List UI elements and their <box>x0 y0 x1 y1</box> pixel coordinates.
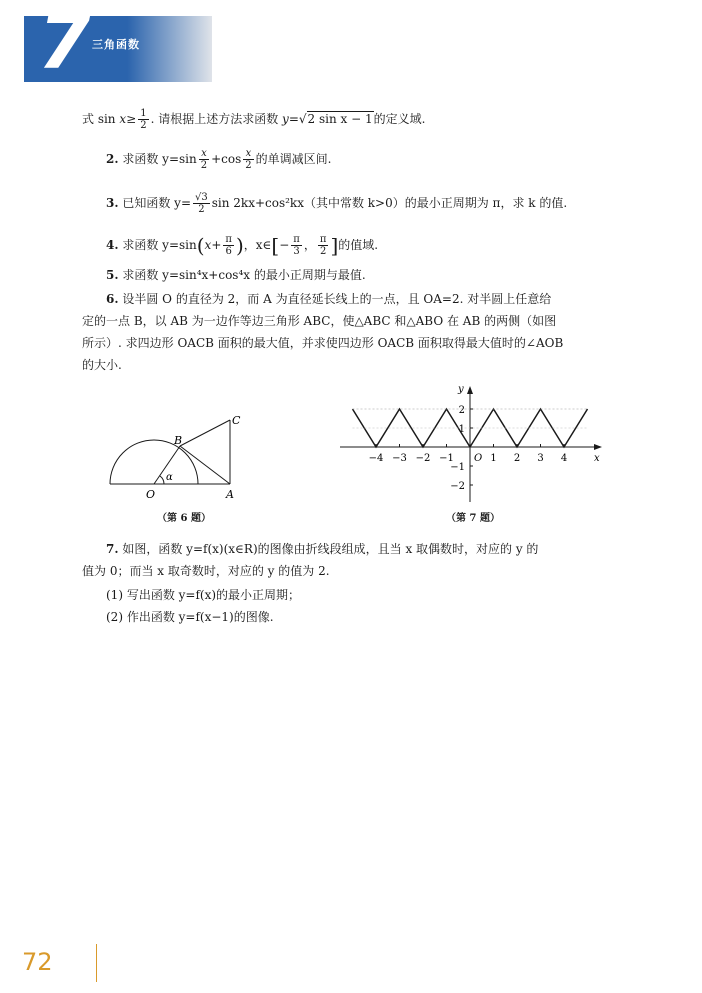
x-tick-label: 2 <box>513 453 521 464</box>
y-tick-label: −1 <box>450 462 465 473</box>
q3-frac-den: 2 <box>198 204 205 215</box>
q3-post: sin 2kx+cos²kx（其中常数 k>0）的最小正周期为 π，求 k 的值. <box>211 196 568 210</box>
q2-number: 2. <box>106 152 119 166</box>
angle-arc <box>160 476 164 484</box>
x-tick-label: −1 <box>439 453 454 464</box>
question-6-line-3: 所示）. 求四边形 OACB 面积的最大值，并求使四边形 OACB 面积取得最大值时的∠AOB <box>82 336 564 350</box>
q2-pre: 求函数 y=sin <box>122 152 197 166</box>
q4-mid: x+ <box>204 238 222 252</box>
question-4 <box>106 234 378 257</box>
q4-lbracket: [ <box>271 233 280 258</box>
intro-sqrt: 2 sin x − 1 <box>307 112 373 126</box>
q4-frac-1 <box>223 234 234 257</box>
q4-number: 4. <box>106 238 119 252</box>
q3-number: 3. <box>106 196 119 210</box>
intro-pre: 式 sin <box>82 112 120 126</box>
question-6-line-2: 定的一点 B，以 AB 为一边作等边三角形 ABC，使△ABC 和△ABO 在 AB 的两侧（如图 <box>82 314 557 328</box>
q4-pre: 求函数 y=sin <box>122 238 197 252</box>
intro-post: 的定义域. <box>373 112 426 126</box>
q3-pre: 已知函数 y= <box>122 196 192 210</box>
q2-f1-num: x <box>199 148 209 160</box>
question-7-line-2: 值为 0；而当 x 取奇数时，对应的 y 的值为 2. <box>82 564 330 578</box>
intro-eq: = <box>288 112 299 126</box>
q4-f1-num: π <box>225 234 232 245</box>
q2-frac-1 <box>199 148 209 171</box>
q2-plus: +cos <box>211 152 242 166</box>
q4-neg: − <box>279 238 290 252</box>
q2-post: 的单调减区间. <box>255 152 332 166</box>
chapter-title: 三角函数 <box>92 38 140 51</box>
x-tick-label: −2 <box>415 453 431 464</box>
label-o: O <box>146 488 156 500</box>
figure-7 <box>336 382 612 506</box>
q4-f1-den: 6 <box>225 246 232 257</box>
question-2 <box>106 148 331 171</box>
question-6-line-1 <box>106 290 551 308</box>
question-5 <box>106 266 366 284</box>
q4-post: 的值域. <box>338 238 379 252</box>
segment-bc <box>180 420 230 446</box>
page-number: 72 <box>22 948 53 976</box>
label-c: C <box>232 414 241 427</box>
intro-y: y <box>282 112 289 126</box>
q3-frac-num: √3 <box>195 192 208 203</box>
y-tick-label: −2 <box>450 481 465 492</box>
chapter-number: 7 <box>38 0 91 86</box>
intro-ge: ≥ <box>126 112 137 126</box>
q4-lparen: ( <box>196 233 205 258</box>
x-axis-label: x <box>594 453 600 464</box>
figure-6 <box>104 406 264 500</box>
question-7-sub-1: (1) 写出函数 y=f(x)的最小正周期； <box>106 588 301 602</box>
intro-var: x <box>119 112 127 126</box>
y-axis-label: y <box>458 384 464 395</box>
q3-fraction <box>193 192 210 215</box>
page-rule <box>96 944 97 982</box>
figure-7-caption: （第 7 题） <box>446 513 500 524</box>
x-tick-label: −4 <box>368 453 384 464</box>
intro-mid: . 请根据上述方法求函数 <box>150 112 283 126</box>
x-tick-label: 4 <box>560 453 568 464</box>
x-tick-label: 1 <box>490 453 497 464</box>
intro-fraction <box>138 108 148 131</box>
x-tick-label: 3 <box>537 453 544 464</box>
q2-f2-den: 2 <box>245 160 252 171</box>
q2-f2-num: x <box>243 148 253 160</box>
q7-text-line: 如图，函数 y=f(x)(x∈R)的图像由折线段组成，且当 x 取偶数时，对应的 y 的 <box>122 542 539 556</box>
q4-rparen: ) <box>235 233 244 258</box>
origin-label: O <box>474 453 483 464</box>
label-a: A <box>226 488 234 500</box>
q7-number: 7. <box>106 542 119 556</box>
q5-text: 求函数 y=sin⁴x+cos⁴x 的最小正周期与最值. <box>122 268 366 282</box>
intro-line: 式 sin x≥ $\frac{1}{2}$ . 请根据上述方法求函数 y=√2 sin x − 1的定义域. <box>82 108 426 131</box>
q2-frac-2 <box>243 148 253 171</box>
q4-f3-num: π <box>319 234 327 245</box>
x-axis-arrow <box>594 444 602 450</box>
intro-frac-num: 1 <box>140 108 147 119</box>
q4-rbracket: ] <box>330 233 339 258</box>
q4-frac-2 <box>291 234 302 257</box>
question-3 <box>106 192 567 215</box>
segment-ba <box>180 446 230 484</box>
q4-in: ，x∈ <box>243 238 272 252</box>
q6-number: 6. <box>106 292 119 306</box>
q2-f1-den: 2 <box>200 160 208 171</box>
y-axis-arrow <box>467 386 473 394</box>
q4-f2-num: π <box>293 234 300 245</box>
label-b: B <box>174 434 183 447</box>
x-tick-label: −3 <box>392 453 407 464</box>
label-alpha: α <box>166 472 173 483</box>
q4-comma: ， <box>303 238 316 252</box>
y-tick-label: 2 <box>458 405 465 416</box>
question-7-line-1 <box>106 540 538 558</box>
q4-f2-den: 3 <box>293 246 300 257</box>
y-tick-label: 1 <box>458 424 465 435</box>
q5-number: 5. <box>106 268 119 282</box>
intro-frac-den: 2 <box>140 120 147 131</box>
q4-f3-den: 2 <box>319 246 327 257</box>
figure-6-caption: （第 6 题） <box>157 513 211 524</box>
q6-text-line: 设半圆 O 的直径为 2，而 A 为直径延长线上的一点，且 OA=2. 对半圆上任意给 <box>122 292 552 306</box>
question-6-line-4: 的大小. <box>82 358 122 372</box>
question-7-sub-2: (2) 作出函数 y=f(x−1)的图像. <box>106 610 274 624</box>
q4-frac-3 <box>318 234 329 257</box>
semicircle <box>110 440 198 484</box>
